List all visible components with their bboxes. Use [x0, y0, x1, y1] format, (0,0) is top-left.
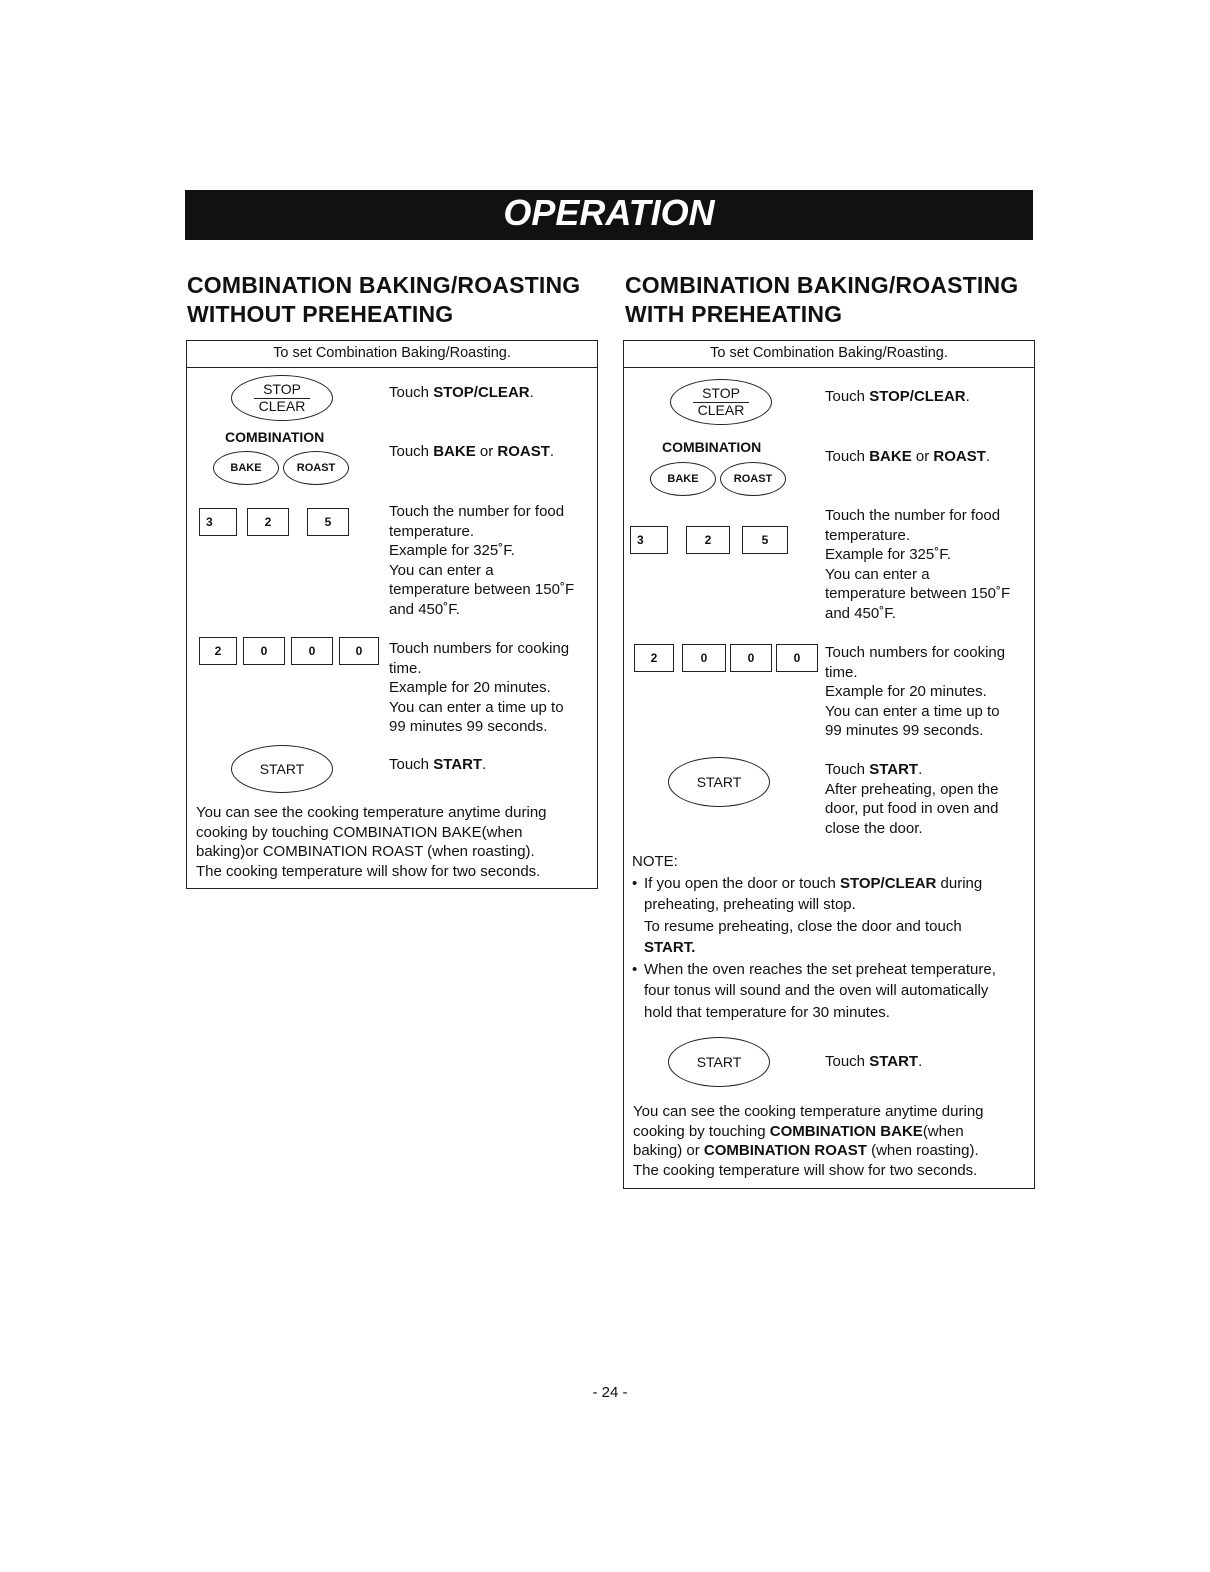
- right-section-title: [625, 271, 1018, 329]
- stop-label: STOP: [702, 385, 740, 401]
- time-key-0b[interactable]: 0: [291, 637, 333, 665]
- final-start-button[interactable]: [668, 1037, 770, 1087]
- roast-button[interactable]: ROAST: [283, 451, 349, 485]
- right-title-line2: WITH PREHEATING: [625, 301, 843, 327]
- right-step-1: Touch STOP/CLEAR.: [825, 388, 970, 405]
- clear-label: CLEAR: [258, 398, 306, 414]
- right-panel: [623, 340, 1035, 1189]
- left-step-3: Touch the number for food temperature. Example for 325˚F. You can enter a temperature between 150˚F and 450˚F.: [389, 503, 575, 618]
- note-block: [632, 851, 1032, 1023]
- time-key-0b[interactable]: 0: [730, 644, 772, 672]
- time-key-2[interactable]: 2: [634, 644, 674, 672]
- right-footer: You can see the cooking temperature anytime during cooking by touching COMBINATION BAKE(when baking) or COMBINATION ROAST (when roasting). The cooking temperature will show for two seconds.: [633, 1103, 984, 1179]
- operation-banner: [185, 190, 1033, 240]
- temp-key-5[interactable]: 5: [742, 526, 788, 554]
- left-title-line2: WITHOUT PREHEATING: [187, 301, 454, 327]
- time-key-0c[interactable]: 0: [776, 644, 818, 672]
- note-bullet-2: • When the oven reaches the set preheat temperature, four tonus will sound and the oven will automatically hold that temperature for 30 minutes.: [632, 960, 996, 1021]
- combination-label: COMBINATION: [225, 429, 325, 445]
- temp-key-3[interactable]: 3: [199, 508, 237, 536]
- temp-key-5[interactable]: 5: [307, 508, 349, 536]
- left-step-1: Touch STOP/CLEAR.: [389, 384, 534, 401]
- combination-label: COMBINATION: [662, 439, 762, 455]
- left-panel-header: To set Combination Baking/Roasting.: [187, 341, 597, 368]
- right-panel-header: To set Combination Baking/Roasting.: [624, 341, 1034, 368]
- temp-key-2[interactable]: 2: [247, 508, 289, 536]
- page-number: - 24 -: [592, 1384, 628, 1401]
- page-title: OPERATION: [503, 192, 715, 233]
- right-step-4: Touch numbers for cooking time. Example for 20 minutes. You can enter a time up to 99 minutes 99 seconds.: [825, 644, 1006, 739]
- right-step-3: Touch the number for food temperature. Example for 325˚F. You can enter a temperature between 150˚F and 450˚F.: [825, 507, 1011, 622]
- bake-button[interactable]: BAKE: [213, 451, 279, 485]
- start-label: START: [696, 774, 742, 790]
- start-button[interactable]: [668, 757, 770, 807]
- clear-label: CLEAR: [697, 402, 745, 418]
- right-step-2: Touch BAKE or ROAST.: [825, 448, 991, 465]
- stop-clear-button[interactable]: [670, 379, 772, 425]
- bullet-icon: •: [632, 874, 638, 892]
- bullet-icon: •: [632, 960, 638, 978]
- stop-clear-button[interactable]: [231, 375, 333, 421]
- start-label: START: [259, 761, 305, 777]
- left-step-5: Touch START.: [389, 756, 487, 773]
- time-key-0a[interactable]: 0: [243, 637, 285, 665]
- right-step-5: Touch START. After preheating, open the door, put food in oven and close the door.: [825, 761, 999, 837]
- left-footer: You can see the cooking temperature anytime during cooking by touching COMBINATION BAKE(when baking)or COMBINATION ROAST (when roasting). The cooking temperature will show for two seconds.: [196, 804, 547, 880]
- bake-button[interactable]: BAKE: [650, 462, 716, 496]
- stop-label: STOP: [263, 381, 301, 397]
- right-final-step: Touch START.: [825, 1053, 923, 1070]
- temp-key-3[interactable]: 3: [630, 526, 668, 554]
- note-bullet-1: • If you open the door or touch STOP/CLEAR during preheating, preheating will stop. To resume preheating, close the door and touch START.: [632, 874, 983, 956]
- time-key-0a[interactable]: 0: [682, 644, 726, 672]
- left-section-title: [187, 271, 580, 329]
- right-title-line1: COMBINATION BAKING/ROASTING: [625, 272, 1019, 298]
- left-step-2: Touch BAKE or ROAST.: [389, 443, 555, 460]
- roast-button[interactable]: ROAST: [720, 462, 786, 496]
- left-title-line1: COMBINATION BAKING/ROASTING: [187, 272, 581, 298]
- time-key-0c[interactable]: 0: [339, 637, 379, 665]
- start-label: START: [696, 1054, 742, 1070]
- start-button[interactable]: [231, 745, 333, 793]
- note-label: NOTE:: [632, 853, 678, 870]
- left-panel: [186, 340, 598, 889]
- time-key-2[interactable]: 2: [199, 637, 237, 665]
- left-step-4: Touch numbers for cooking time. Example for 20 minutes. You can enter a time up to 99 minutes 99 seconds.: [389, 640, 570, 735]
- temp-key-2[interactable]: 2: [686, 526, 730, 554]
